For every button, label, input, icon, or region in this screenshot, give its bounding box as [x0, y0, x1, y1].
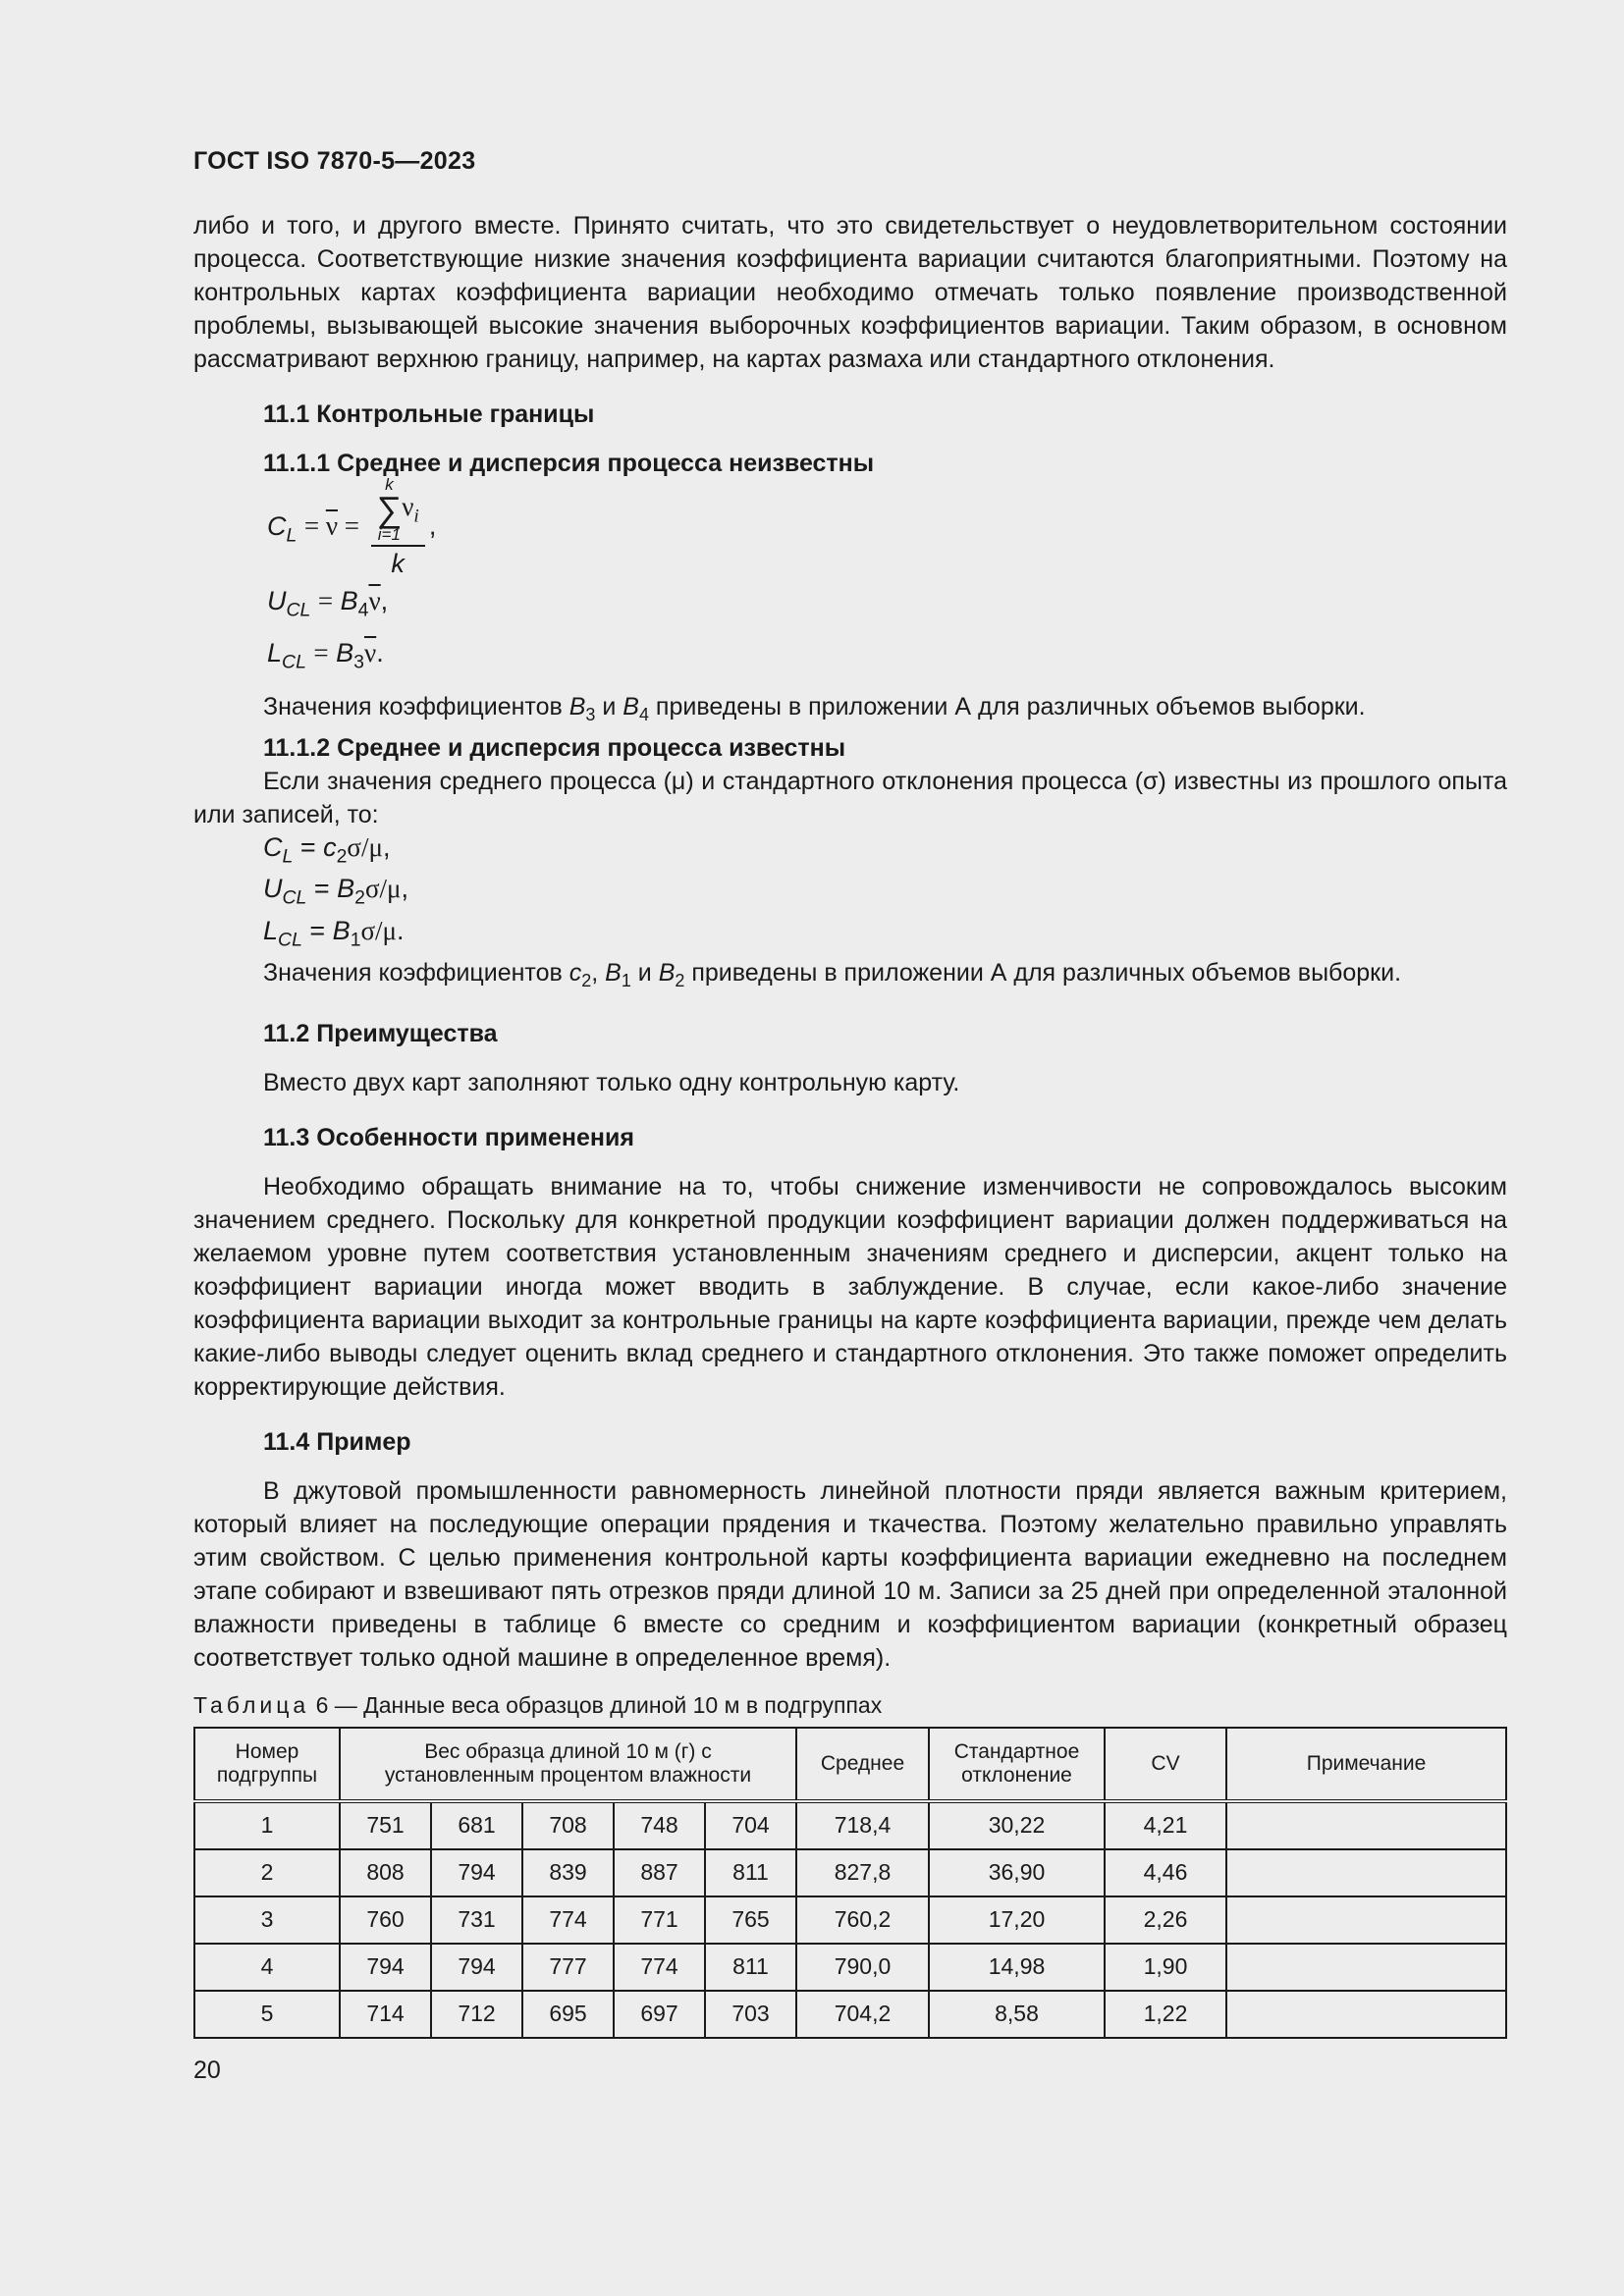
- table-cell: 704,2: [796, 1991, 929, 2038]
- section-11-1-title: 11.1 Контрольные границы: [263, 400, 595, 428]
- advantages-text: Вместо двух карт заполняют только одну контрольную карту.: [263, 1068, 960, 1096]
- table-cell: 839: [522, 1849, 614, 1896]
- formula-lcl-unknown: $L_{CL} = B_3\overline{\nu}$.: [267, 638, 384, 673]
- document-page: [193, 147, 1507, 2085]
- table-cell: [1226, 1896, 1506, 1944]
- table-caption: Таблица 6 — Данные веса образцов длиной 10 м в подгруппах: [193, 1691, 883, 1718]
- table-cell: 1,90: [1105, 1944, 1226, 1991]
- table-cell: 4,46: [1105, 1849, 1226, 1896]
- header-group: Номер подгруппы: [194, 1728, 340, 1801]
- table-cell: 794: [340, 1944, 431, 1991]
- table-cell: 4: [194, 1944, 340, 1991]
- table-row: [194, 1849, 1506, 1896]
- formula-ucl-known: $U_{CL} = B_2\sigma/\mu$,: [263, 874, 409, 909]
- table-cell: 1: [194, 1801, 340, 1849]
- section-11-3-title: 11.3 Особенности применения: [263, 1123, 634, 1151]
- table-cell: 794: [431, 1944, 522, 1991]
- table-cell: 14,98: [929, 1944, 1105, 1991]
- formula-cl-unknown: $C_L = \overline{\nu}$ = k ∑ i=1 $\nu_i$ k ,: [267, 475, 437, 578]
- section-11-2-title: 11.2 Преимущества: [263, 1019, 498, 1047]
- table-cell: 760,2: [796, 1896, 929, 1944]
- table-cell: 794: [431, 1849, 522, 1896]
- table-cell: 2,26: [1105, 1896, 1226, 1944]
- table-row: [194, 1944, 1506, 1991]
- table-cell: [1226, 1849, 1506, 1896]
- table-cell: 714: [340, 1991, 431, 2038]
- table-cell: 827,8: [796, 1849, 929, 1896]
- document-code-header: ГОСТ ISO 7870-5—2023: [193, 147, 476, 175]
- table-cell: 708: [522, 1801, 614, 1849]
- coefficients-note-unknown: Значения коэффициентов $B_3$ и $B_4$ приведены в приложении А для различных объемов выборки.: [263, 692, 1366, 724]
- table-cell: 718,4: [796, 1801, 929, 1849]
- table-cell: 712: [431, 1991, 522, 2038]
- formula-ucl-unknown: $U_{CL} = B_4\overline{\nu}$,: [267, 586, 389, 621]
- table-row: [194, 1801, 1506, 1849]
- table-cell: 30,22: [929, 1801, 1105, 1849]
- table-cell: 777: [522, 1944, 614, 1991]
- formula-lcl-known: $L_{CL} = B_1\sigma/\mu$.: [263, 915, 405, 950]
- intro-paragraph: либо и того, и другого вместе. Принято считать, что это свидетельствует о неудовлетворительном состоянии процесса. Соответствующие низкие значения коэффициента вариации считаются благоприятными. Поэтому на контрольных картах коэффициента вариации необходимо отмечать только появление производственной проблемы, вызывающей высокие значения выборочных коэффициентов вариации. Таким образом, в основном рассматривают верхнюю границу, например, на картах размаха или стандартного отклонения.: [193, 212, 1507, 373]
- table-cell: 3: [194, 1896, 340, 1944]
- table-cell: 765: [705, 1896, 796, 1944]
- table-cell: 731: [431, 1896, 522, 1944]
- table-cell: 697: [614, 1991, 705, 2038]
- table-cell: 1,22: [1105, 1991, 1226, 2038]
- table-cell: 887: [614, 1849, 705, 1896]
- section-11-1-1-title: 11.1.1 Среднее и дисперсия процесса неизвестны: [263, 450, 875, 477]
- table-cell: 695: [522, 1991, 614, 2038]
- table-cell: 8,58: [929, 1991, 1105, 2038]
- table-cell: 771: [614, 1896, 705, 1944]
- application-text: Необходимо обращать внимание на то, чтобы снижение изменчивости не сопровождалось высоким значением среднего. Поскольку для конкретной продукции коэффициент вариации должен поддерживаться на желаемом уровне путем соответствия установленным значениям среднего и дисперсии, акцент только на коэффициент вариации иногда может вводить в заблуждение. В случае, если какое-либо значение коэффициента вариации выходит за контрольные границы на карте коэффициента вариации, прежде чем делать какие-либо выводы следует оценить вклад среднего и стандартного отклонения. Это также поможет определить корректирующие действия.: [193, 1172, 1507, 1401]
- table-cell: 760: [340, 1896, 431, 1944]
- table-cell: 2: [194, 1849, 340, 1896]
- coefficients-note-known: Значения коэффициентов $c_2$, $B_1$ и $B_2$ приведены в приложении А для различных объемов выборки.: [263, 958, 1402, 990]
- table-cell: [1226, 1801, 1506, 1849]
- table-cell: 790,0: [796, 1944, 929, 1991]
- table-cell: [1226, 1991, 1506, 2038]
- header-weight: Вес образца длиной 10 м (г) с установленным процентом влажности: [340, 1728, 796, 1801]
- table-cell: [1226, 1944, 1506, 1991]
- table-cell: 681: [431, 1801, 522, 1849]
- section-11-1-2-title: 11.1.2 Среднее и дисперсия процесса известны: [263, 733, 846, 762]
- table-cell: 704: [705, 1801, 796, 1849]
- table-cell: 5: [194, 1991, 340, 2038]
- table-cell: 811: [705, 1849, 796, 1896]
- section-11-4-title: 11.4 Пример: [263, 1427, 411, 1456]
- table-cell: 774: [614, 1944, 705, 1991]
- formula-cl-known: $C_L = c_2\sigma/\mu$,: [263, 831, 391, 868]
- table-row: [194, 1896, 1506, 1944]
- weights-table: [193, 1727, 1507, 2039]
- table-cell: 703: [705, 1991, 796, 2038]
- page-number: 20: [193, 2056, 221, 2084]
- table-cell: 811: [705, 1944, 796, 1991]
- header-note: Примечание: [1226, 1728, 1506, 1801]
- header-cv: CV: [1105, 1728, 1226, 1801]
- example-text: В джутовой промышленности равномерность линейной плотности пряди является важным критерием, который влияет на последующие операции прядения и ткачества. Поэтому желательно правильно управлять этим свойством. С целью применения контрольной карты коэффициента вариации ежедневно на последнем этапе собирают и взвешивают пять отрезков пряди длиной 10 м. Записи за 25 дней при определенной эталонной влажности приведены в таблице 6 вместе со средним и коэффициентом вариации (конкретный образец соответствует только одной машине в определенное время).: [193, 1476, 1507, 1672]
- table-cell: 774: [522, 1896, 614, 1944]
- table-cell: 36,90: [929, 1849, 1105, 1896]
- table-cell: 751: [340, 1801, 431, 1849]
- table-cell: 4,21: [1105, 1801, 1226, 1849]
- header-sd: Стандартное отклонение: [929, 1728, 1105, 1801]
- table-row: [194, 1991, 1506, 2038]
- known-params-text: Если значения среднего процесса (μ) и стандартного отклонения процесса (σ) известны из прошлого опыта или записей, то:: [193, 767, 1507, 828]
- table-cell: 17,20: [929, 1896, 1105, 1944]
- table-cell: 808: [340, 1849, 431, 1896]
- header-mean: Среднее: [796, 1728, 929, 1801]
- table-cell: 748: [614, 1801, 705, 1849]
